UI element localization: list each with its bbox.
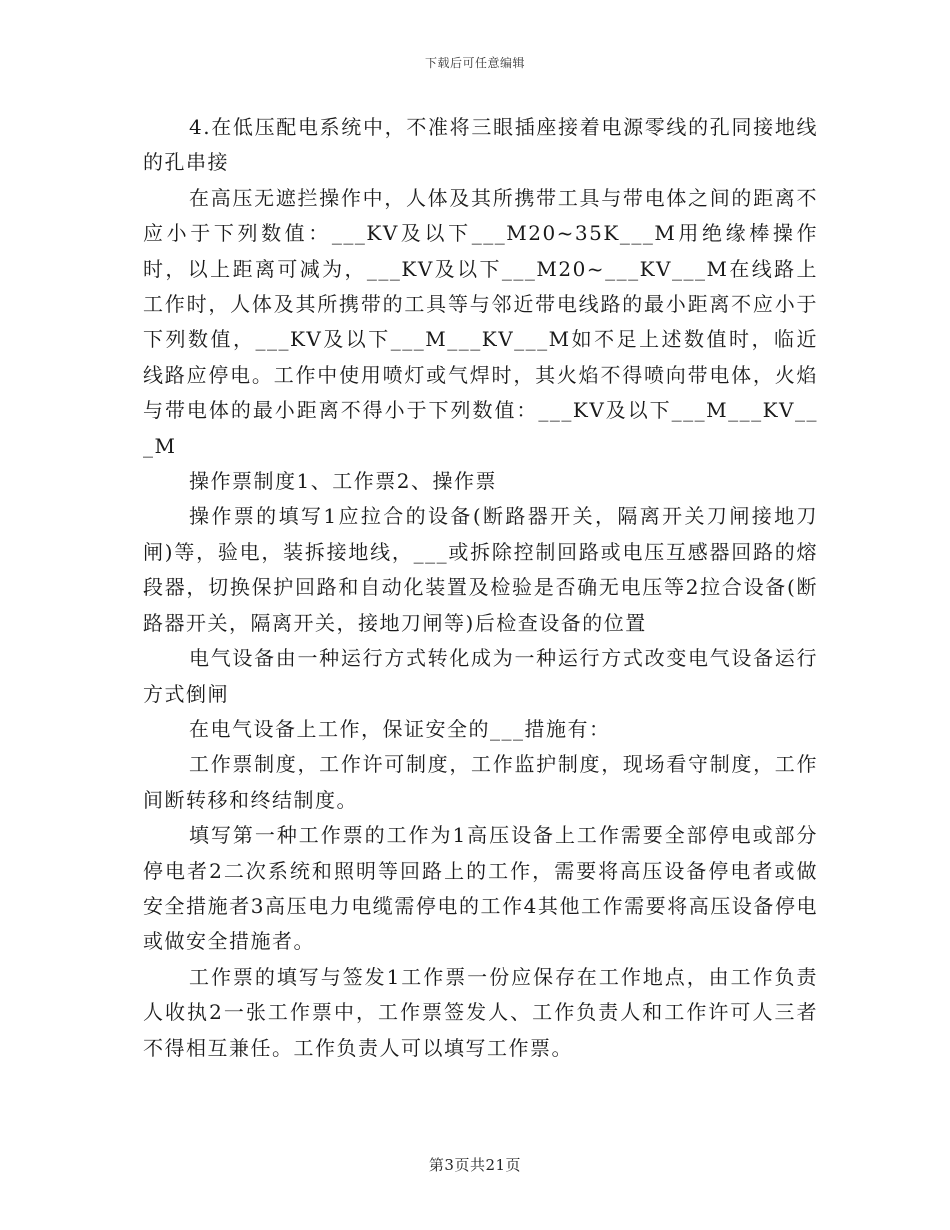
document-body: [143, 110, 818, 1066]
paragraph-safety-measures-intro: 在电气设备上工作，保证安全的___措施有：: [189, 716, 611, 741]
paragraph-safety-measures-list: 工作票制度，工作许可制度，工作监护制度，现场看守制度，工作间断转移和终结制度。: [143, 752, 818, 812]
paragraph-switching-definition: 电气设备由一种运行方式转化成为一种运行方式改变电气设备运行方式倒闸: [143, 646, 818, 706]
paragraph-low-voltage-socket: 4.在低压配电系统中，不准将三眼插座接着电源零线的孔同接地线的孔串接: [143, 115, 818, 175]
page-header: 下载后可任意编辑: [424, 56, 525, 70]
paragraph-safe-distance: 在高压无遮拦操作中，人体及其所携带工具与带电体之间的距离不应小于下列数值：___KV及以下___M20~35K___M用绝缘棒操作时，以上距离可减为，___KV及以下___M20~___KV___M在线路上工作时，人体及其所携带的工具等与邻近带电线路的最小距离不应小于下列数值，___KV及以下___M___KV___M如不足上述数值时，临近线路应停电。工作中使用喷灯或气焊时，其火焰不得喷向带电体，火焰与带电体的最小距离不得小于下列数值：___KV及以下___M___KV___M: [143, 185, 818, 458]
paragraph-first-work-ticket: 填写第一种工作票的工作为1高压设备上工作需要全部停电或部分停电者2二次系统和照明等回路上的工作，需要将高压设备停电者或做安全措施者3高压电力电缆需停电的工作4其他工作需要将高压设备停电或做安全措施者。: [143, 823, 818, 954]
paragraph-operation-ticket-filling: 操作票的填写1应拉合的设备(断路器开关，隔离开关刀闸接地刀闸)等，验电，装拆接地线，___或拆除控制回路或电压互感器回路的熔段器，切换保护回路和自动化装置及检验是否确无电压等2拉合设备(断路器开关，隔离开关，接地刀闸等)后检查设备的位置: [143, 504, 818, 635]
paragraph-operation-ticket-system: 操作票制度1、工作票2、操作票: [189, 469, 497, 494]
paragraph-work-ticket-issuance: 工作票的填写与签发1工作票一份应保存在工作地点，由工作负责人收执2一张工作票中，工作票签发人、工作负责人和工作许可人三者不得相互兼任。工作负责人可以填写工作票。: [143, 964, 818, 1060]
page-number: 第3页共21页: [428, 1156, 522, 1174]
